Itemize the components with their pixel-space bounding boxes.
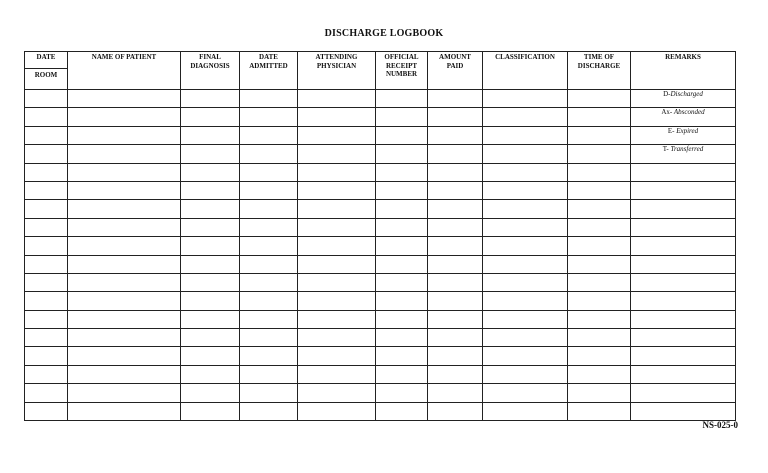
date-admitted-cell[interactable] — [240, 108, 298, 126]
table-row — [25, 310, 736, 328]
date-admitted-cell[interactable] — [240, 292, 298, 310]
attending-physician-cell[interactable] — [298, 292, 376, 310]
time-of-discharge-cell[interactable] — [568, 255, 631, 273]
date-admitted-cell[interactable] — [240, 329, 298, 347]
amount-paid-cell[interactable] — [428, 365, 483, 383]
table-row — [25, 329, 736, 347]
final-diagnosis-cell[interactable] — [181, 255, 240, 273]
table-row — [25, 384, 736, 402]
attending-physician-cell[interactable] — [298, 310, 376, 328]
attending-physician-cell[interactable] — [298, 329, 376, 347]
attending-physician-cell[interactable] — [298, 237, 376, 255]
date-admitted-cell[interactable] — [240, 126, 298, 144]
amount-paid-cell[interactable] — [428, 145, 483, 163]
classification-cell[interactable] — [483, 90, 568, 108]
official-receipt-cell[interactable] — [376, 90, 428, 108]
time-of-discharge-cell[interactable] — [568, 218, 631, 236]
classification-cell[interactable] — [483, 384, 568, 402]
official-receipt-cell[interactable] — [376, 218, 428, 236]
final-diagnosis-cell[interactable] — [181, 237, 240, 255]
patient-name-cell[interactable] — [68, 365, 181, 383]
table-row — [25, 126, 736, 144]
official-receipt-cell[interactable] — [376, 329, 428, 347]
final-diagnosis-cell[interactable] — [181, 384, 240, 402]
form-code: NS-025-0 — [702, 420, 738, 430]
attending-physician-cell[interactable] — [298, 200, 376, 218]
table-row — [25, 255, 736, 273]
classification-cell[interactable] — [483, 402, 568, 420]
classification-cell[interactable] — [483, 255, 568, 273]
date-admitted-cell[interactable] — [240, 90, 298, 108]
remarks-cell[interactable] — [631, 255, 736, 273]
final-diagnosis-cell[interactable] — [181, 365, 240, 383]
time-of-discharge-cell[interactable] — [568, 310, 631, 328]
official-receipt-cell[interactable] — [376, 310, 428, 328]
classification-cell[interactable] — [483, 145, 568, 163]
final-diagnosis-cell[interactable] — [181, 145, 240, 163]
date-admitted-cell[interactable] — [240, 163, 298, 181]
final-diagnosis-cell[interactable] — [181, 181, 240, 199]
remarks-cell[interactable] — [631, 181, 736, 199]
patient-name-cell[interactable] — [68, 292, 181, 310]
date-room-cell[interactable] — [25, 108, 68, 126]
attending-physician-cell[interactable] — [298, 255, 376, 273]
remarks-header: REMARKS — [631, 52, 736, 90]
time-of-discharge-header: TIME OF DISCHARGE — [568, 52, 631, 90]
date-admitted-cell[interactable] — [240, 365, 298, 383]
remarks-legend-cell — [631, 145, 736, 163]
remarks-cell[interactable] — [631, 365, 736, 383]
date-room-cell[interactable] — [25, 255, 68, 273]
date-room-cell[interactable] — [25, 126, 68, 144]
date-room-cell[interactable] — [25, 145, 68, 163]
date-room-cell[interactable] — [25, 365, 68, 383]
date-room-cell[interactable] — [25, 402, 68, 420]
table-row — [25, 181, 736, 199]
attending-physician-cell[interactable] — [298, 181, 376, 199]
patient-name-cell[interactable] — [68, 108, 181, 126]
amount-paid-cell[interactable] — [428, 108, 483, 126]
official-receipt-cell[interactable] — [376, 163, 428, 181]
attending-physician-cell[interactable] — [298, 384, 376, 402]
table-row — [25, 237, 736, 255]
classification-cell[interactable] — [483, 181, 568, 199]
official-receipt-cell[interactable] — [376, 181, 428, 199]
patient-name-cell[interactable] — [68, 145, 181, 163]
classification-header: CLASSIFICATION — [483, 52, 568, 90]
log-body — [25, 90, 736, 421]
attending-physician-header: ATTENDING PHYSICIAN — [298, 52, 376, 90]
time-of-discharge-cell[interactable] — [568, 402, 631, 420]
time-of-discharge-cell[interactable] — [568, 145, 631, 163]
classification-cell[interactable] — [483, 273, 568, 291]
amount-paid-cell[interactable] — [428, 90, 483, 108]
official-receipt-cell[interactable] — [376, 347, 428, 365]
remarks-cell[interactable] — [631, 163, 736, 181]
attending-physician-cell[interactable] — [298, 163, 376, 181]
date-admitted-cell[interactable] — [240, 200, 298, 218]
date-room-cell[interactable] — [25, 237, 68, 255]
remarks-legend-cell — [631, 108, 736, 126]
time-of-discharge-cell[interactable] — [568, 292, 631, 310]
patient-name-cell[interactable] — [68, 90, 181, 108]
attending-physician-cell[interactable] — [298, 365, 376, 383]
header-row — [25, 52, 736, 90]
remarks-cell[interactable] — [631, 310, 736, 328]
date-room-cell[interactable] — [25, 218, 68, 236]
legend-code: D- — [663, 90, 671, 98]
amount-paid-cell[interactable] — [428, 292, 483, 310]
final-diagnosis-cell[interactable] — [181, 126, 240, 144]
time-of-discharge-cell[interactable] — [568, 273, 631, 291]
legend-label: Expired — [674, 126, 699, 135]
legend-label: Absconded — [672, 108, 705, 117]
remarks-cell[interactable] — [631, 384, 736, 402]
time-of-discharge-cell[interactable] — [568, 384, 631, 402]
time-of-discharge-cell[interactable] — [568, 181, 631, 199]
table-row — [25, 90, 736, 108]
amount-paid-cell[interactable] — [428, 273, 483, 291]
time-of-discharge-cell[interactable] — [568, 329, 631, 347]
legend-code: Ax- — [661, 108, 673, 117]
patient-name-cell[interactable] — [68, 163, 181, 181]
date-room-cell[interactable] — [25, 163, 68, 181]
official-receipt-cell[interactable] — [376, 292, 428, 310]
official-receipt-cell[interactable] — [376, 402, 428, 420]
attending-physician-cell[interactable] — [298, 273, 376, 291]
patient-name-cell[interactable] — [68, 237, 181, 255]
official-receipt-cell[interactable] — [376, 384, 428, 402]
patient-name-cell[interactable] — [68, 273, 181, 291]
date-admitted-cell[interactable] — [240, 310, 298, 328]
attending-physician-cell[interactable] — [298, 402, 376, 420]
patient-name-cell[interactable] — [68, 402, 181, 420]
patient-name-cell[interactable] — [68, 329, 181, 347]
remarks-cell[interactable] — [631, 329, 736, 347]
amount-paid-cell[interactable] — [428, 402, 483, 420]
table-row — [25, 347, 736, 365]
patient-name-cell[interactable] — [68, 126, 181, 144]
amount-paid-cell[interactable] — [428, 181, 483, 199]
date-admitted-cell[interactable] — [240, 181, 298, 199]
classification-cell[interactable] — [483, 108, 568, 126]
classification-cell[interactable] — [483, 310, 568, 328]
final-diagnosis-cell[interactable] — [181, 200, 240, 218]
amount-paid-header: AMOUNT PAID — [428, 52, 483, 90]
final-diagnosis-cell[interactable] — [181, 347, 240, 365]
amount-paid-cell[interactable] — [428, 163, 483, 181]
attending-physician-cell[interactable] — [298, 347, 376, 365]
amount-paid-cell[interactable] — [428, 255, 483, 273]
date-room-cell[interactable] — [25, 384, 68, 402]
date-admitted-cell[interactable] — [240, 255, 298, 273]
table-row — [25, 365, 736, 383]
patient-name-cell[interactable] — [68, 218, 181, 236]
time-of-discharge-cell[interactable] — [568, 237, 631, 255]
time-of-discharge-cell[interactable] — [568, 126, 631, 144]
amount-paid-cell[interactable] — [428, 126, 483, 144]
classification-cell[interactable] — [483, 218, 568, 236]
attending-physician-cell[interactable] — [298, 145, 376, 163]
attending-physician-cell[interactable] — [298, 90, 376, 108]
classification-cell[interactable] — [483, 200, 568, 218]
official-receipt-cell[interactable] — [376, 126, 428, 144]
remarks-legend-cell — [631, 126, 736, 144]
table-row — [25, 108, 736, 126]
amount-paid-cell[interactable] — [428, 200, 483, 218]
patient-name-cell[interactable] — [68, 347, 181, 365]
official-receipt-cell[interactable] — [376, 237, 428, 255]
date-admitted-cell[interactable] — [240, 402, 298, 420]
official-receipt-header: OFFICIAL RECEIPT NUMBER — [376, 52, 428, 90]
official-receipt-cell[interactable] — [376, 273, 428, 291]
official-receipt-cell[interactable] — [376, 365, 428, 383]
date-room-cell[interactable] — [25, 329, 68, 347]
date-admitted-cell[interactable] — [240, 273, 298, 291]
time-of-discharge-cell[interactable] — [568, 365, 631, 383]
date-room-cell[interactable] — [25, 273, 68, 291]
table-row — [25, 145, 736, 163]
classification-cell[interactable] — [483, 347, 568, 365]
attending-physician-cell[interactable] — [298, 126, 376, 144]
final-diagnosis-cell[interactable] — [181, 273, 240, 291]
amount-paid-cell[interactable] — [428, 329, 483, 347]
patient-name-cell[interactable] — [68, 384, 181, 402]
final-diagnosis-cell[interactable] — [181, 218, 240, 236]
header-divider — [25, 68, 67, 69]
final-diagnosis-cell[interactable] — [181, 163, 240, 181]
page-title: DISCHARGE LOGBOOK — [324, 28, 444, 39]
patient-name-cell[interactable] — [68, 181, 181, 199]
date-admitted-cell[interactable] — [240, 237, 298, 255]
date-admitted-cell[interactable] — [240, 347, 298, 365]
official-receipt-cell[interactable] — [376, 255, 428, 273]
table-row — [25, 163, 736, 181]
final-diagnosis-cell[interactable] — [181, 310, 240, 328]
attending-physician-cell[interactable] — [298, 108, 376, 126]
room-header-label: ROOM — [34, 71, 58, 79]
date-room-cell[interactable] — [25, 292, 68, 310]
discharge-log-table — [24, 51, 736, 421]
time-of-discharge-cell[interactable] — [568, 347, 631, 365]
table-row — [25, 273, 736, 291]
amount-paid-cell[interactable] — [428, 218, 483, 236]
final-diagnosis-header: FINAL DIAGNOSIS — [181, 52, 240, 90]
official-receipt-cell[interactable] — [376, 145, 428, 163]
time-of-discharge-cell[interactable] — [568, 90, 631, 108]
legend-code: T- — [662, 145, 669, 154]
classification-cell[interactable] — [483, 237, 568, 255]
remarks-cell[interactable] — [631, 218, 736, 236]
patient-name-header: NAME OF PATIENT — [68, 52, 181, 90]
official-receipt-cell[interactable] — [376, 200, 428, 218]
classification-cell[interactable] — [483, 163, 568, 181]
date-room-cell[interactable] — [25, 200, 68, 218]
time-of-discharge-cell[interactable] — [568, 200, 631, 218]
classification-cell[interactable] — [483, 365, 568, 383]
legend-code: E- — [667, 126, 675, 135]
date-room-header — [25, 52, 68, 90]
table-row — [25, 200, 736, 218]
remarks-cell[interactable] — [631, 292, 736, 310]
table-row — [25, 292, 736, 310]
table-row — [25, 402, 736, 420]
date-room-cell[interactable] — [25, 90, 68, 108]
remarks-cell[interactable] — [631, 200, 736, 218]
classification-cell[interactable] — [483, 329, 568, 347]
amount-paid-cell[interactable] — [428, 237, 483, 255]
time-of-discharge-cell[interactable] — [568, 163, 631, 181]
remarks-cell[interactable] — [631, 347, 736, 365]
date-room-cell[interactable] — [25, 310, 68, 328]
patient-name-cell[interactable] — [68, 255, 181, 273]
final-diagnosis-cell[interactable] — [181, 90, 240, 108]
official-receipt-cell[interactable] — [376, 108, 428, 126]
classification-cell[interactable] — [483, 126, 568, 144]
date-room-cell[interactable] — [25, 181, 68, 199]
final-diagnosis-cell[interactable] — [181, 292, 240, 310]
patient-name-cell[interactable] — [68, 310, 181, 328]
classification-cell[interactable] — [483, 292, 568, 310]
remarks-cell[interactable] — [631, 402, 736, 420]
date-admitted-cell[interactable] — [240, 384, 298, 402]
amount-paid-cell[interactable] — [428, 384, 483, 402]
date-room-cell[interactable] — [25, 347, 68, 365]
date-header-label: DATE — [36, 53, 56, 61]
date-admitted-cell[interactable] — [240, 145, 298, 163]
amount-paid-cell[interactable] — [428, 347, 483, 365]
final-diagnosis-cell[interactable] — [181, 329, 240, 347]
date-admitted-cell[interactable] — [240, 218, 298, 236]
final-diagnosis-cell[interactable] — [181, 108, 240, 126]
date-admitted-header: DATE ADMITTED — [240, 52, 298, 90]
remarks-legend-cell — [631, 90, 736, 108]
remarks-cell[interactable] — [631, 237, 736, 255]
patient-name-cell[interactable] — [68, 200, 181, 218]
amount-paid-cell[interactable] — [428, 310, 483, 328]
legend-label: Discharged — [670, 90, 703, 98]
attending-physician-cell[interactable] — [298, 218, 376, 236]
table-row — [25, 218, 736, 236]
remarks-cell[interactable] — [631, 273, 736, 291]
legend-label: Transferred — [668, 145, 704, 154]
final-diagnosis-cell[interactable] — [181, 402, 240, 420]
time-of-discharge-cell[interactable] — [568, 108, 631, 126]
